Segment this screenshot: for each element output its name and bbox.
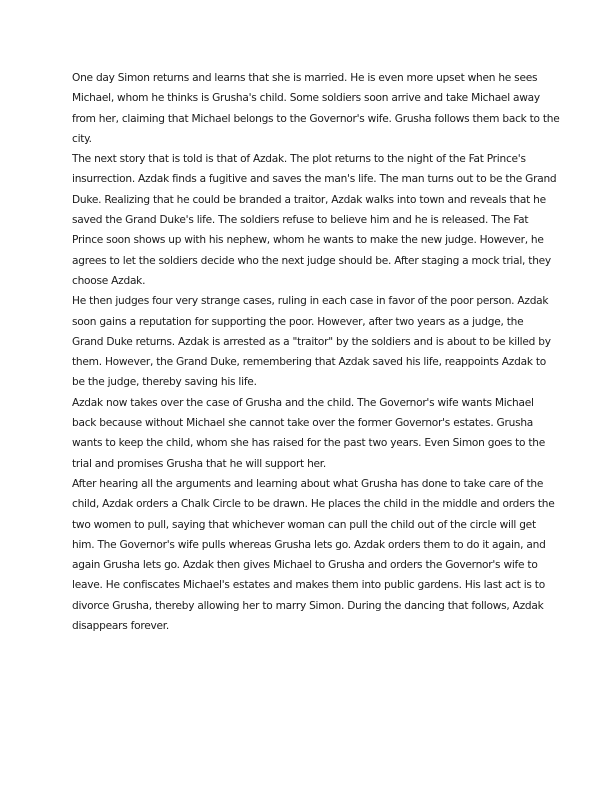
paragraph-azdak-story [72, 149, 557, 291]
text-line: wants to keep the child, whom she has raised for the past two years. Even Simon goes to the [72, 437, 545, 450]
text-line: One day Simon returns and learns that she is married. He is even more upset when he sees [72, 72, 538, 84]
text-line: insurrection. Azdak finds a fugitive and saves the man's life. The man turns out to be the Grand [72, 173, 557, 186]
text-line: leave. He confiscates Michael's estates and makes them into public gardens. His last act is to [72, 579, 545, 592]
text-line: two women to pull, saying that whichever woman can pull the child out of the circle will get [72, 518, 536, 531]
text-line: back because without Michael she cannot take over the former Governor's estates. Grusha [72, 417, 534, 430]
text-line: The next story that is told is that of Azdak. The plot returns to the night of the Fat Prince's [72, 153, 526, 166]
text-line: choose Azdak. [72, 274, 146, 287]
text-line: city. [72, 132, 92, 145]
text-line: again Grusha lets go. Azdak then gives Michael to Grusha and orders the Governor's wife to [72, 559, 538, 572]
paragraph-chalk-circle [72, 474, 555, 636]
text-line: divorce Grusha, thereby allowing her to marry Simon. During the dancing that follows, Azdak [72, 599, 544, 612]
text-line: Michael, whom he thinks is Grusha's child. Some soldiers soon arrive and take Michael away [72, 92, 540, 105]
text-line: soon gains a reputation for supporting the poor. However, after two years as a judge, the [72, 315, 524, 328]
text-line: After hearing all the arguments and learning about what Grusha has done to take care of the [72, 477, 544, 490]
text-line: him. The Governor's wife pulls whereas Grusha lets go. Azdak orders them to do it again, and [72, 538, 546, 551]
text-line: child, Azdak orders a Chalk Circle to be drawn. He places the child in the middle and orders the [72, 498, 555, 511]
text-line: Duke. Realizing that he could be branded a traitor, Azdak walks into town and reveals that he [72, 193, 546, 206]
paragraph-simon-returns [72, 68, 560, 149]
text-line: Azdak now takes over the case of Grusha and the child. The Governor's wife wants Michael [72, 396, 534, 409]
text-line: He then judges four very strange cases, ruling in each case in favor of the poor person. Azdak [72, 295, 549, 308]
text-line: saved the Grand Duke's life. The soldiers refuse to believe him and he is released. The Fat [72, 214, 529, 227]
text-line: from her, claiming that Michael belongs to the Governor's wife. Grusha follows them back to the [72, 112, 560, 125]
paragraph-grusha-case [72, 393, 552, 474]
text-line: be the judge, thereby saving his life. [72, 376, 257, 389]
text-line: them. However, the Grand Duke, remembering that Azdak saved his life, reappoints Azdak to [72, 356, 546, 369]
text-line: trial and promises Grusha that he will support her. [72, 457, 327, 470]
text-line: Prince soon shows up with his nephew, whom he wants to make the new judge. However, he [72, 234, 544, 247]
document-body [72, 68, 560, 636]
paragraph-strange-cases [72, 291, 552, 392]
text-line: disappears forever. [72, 620, 170, 633]
text-line: agrees to let the soldiers decide who the next judge should be. After staging a mock trial, they [72, 254, 551, 267]
text-line: Grand Duke returns. Azdak is arrested as a "traitor" by the soldiers and is about to be killed by [72, 335, 551, 348]
